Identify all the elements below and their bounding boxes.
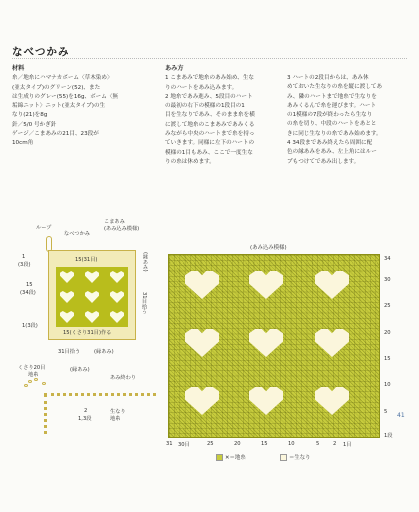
method-line: 3 ハートの2段目からは、あみ休	[287, 75, 369, 81]
col-label: 25	[207, 441, 214, 447]
edge-fuchi-label: (縁あみ)	[70, 367, 90, 373]
materials-column	[12, 64, 160, 149]
legend-swatch-kinari	[280, 454, 287, 461]
height-rows: (34段)	[20, 290, 36, 296]
edge-column	[44, 394, 50, 434]
method-line: きに同じ生なりの糸であみ始めます。	[287, 130, 382, 137]
chain-stitch	[42, 382, 46, 385]
edge-end-label: あみ終わり	[110, 375, 136, 381]
row-label: 15	[384, 356, 391, 362]
row-label: 34	[384, 256, 391, 262]
edge-chiito-label: 地糸	[110, 416, 121, 422]
method-line: の最初の右下の模様の1段目の1	[165, 103, 245, 110]
size-diagram	[8, 212, 158, 372]
koma-label: こまあみ	[104, 219, 125, 225]
row-label: 20	[384, 330, 391, 336]
method-line: み、隣のハートまで地糸で生なりを	[287, 93, 377, 100]
chart-title: (あみ込み模様)	[250, 245, 287, 251]
method-line: に渡して地糸のこまあみであみくる	[165, 121, 255, 128]
method-line: 2 地糸であみ進み、5段目のハート	[165, 93, 253, 100]
heart-shape	[110, 271, 124, 283]
method-line: めておいた生なりの糸を縦に渡してあ	[287, 84, 383, 91]
bottom-pick-label: 31目拾う	[58, 349, 81, 355]
komikomi-label: (あみ込み模様)	[104, 226, 140, 232]
chain20-label: くさり20目	[18, 365, 46, 371]
col-label: 10	[288, 441, 295, 447]
heart-shape	[110, 311, 124, 323]
page-number: 41	[397, 412, 405, 419]
potholder-label: なべつかみ	[64, 231, 90, 237]
edge-row-1-3: 1,3段	[78, 416, 92, 422]
loop-label: ループ	[36, 225, 52, 231]
materials-line: ゲージ／こまあみの21目、23段が	[12, 131, 99, 138]
chain-stitch	[24, 384, 28, 387]
heart-shape	[85, 271, 99, 283]
chain-stitch	[28, 380, 32, 383]
heart-shape	[60, 291, 74, 303]
edge-kinari-label: 生なり	[110, 409, 126, 415]
method-column-1	[165, 64, 280, 167]
materials-line: は生成りのグレー(55)を16g、ボーム〈無	[12, 93, 119, 100]
fuchi-label: (縁あみ)	[142, 252, 148, 272]
right-pick-label: 31目拾う	[141, 292, 147, 315]
method-line: プもつけてであみ出します。	[287, 158, 360, 165]
heart-shape	[85, 311, 99, 323]
col-label: 15	[261, 441, 268, 447]
method-line: 模様の1目もあみ、ここで一度生な	[165, 149, 253, 156]
side-1-rows: (3段)	[18, 262, 31, 268]
legend-chito	[216, 453, 246, 461]
pattern-area	[56, 267, 128, 327]
bottom-fuchi-label: (縁あみ)	[94, 349, 114, 355]
legend-kinari-label: ＝生なり	[289, 455, 311, 461]
method-line: あみくるんで糸を運びます。ハート	[287, 102, 377, 109]
heart-shape	[60, 271, 74, 283]
row-label: 5	[384, 409, 388, 415]
method-line: 目を生なりであみ、そのまま糸を横	[165, 112, 255, 119]
method-line: の1模様の7段が終わったら生なり	[287, 112, 373, 119]
materials-line: 糸／地糸にハマナカボーム〈草木染め〉	[12, 75, 113, 82]
row-label: 1段	[384, 433, 393, 439]
row-label: 10	[384, 382, 391, 388]
col-label: 30目	[178, 442, 190, 448]
method-heading: あみ方	[165, 65, 184, 72]
potholder-shape	[48, 250, 136, 340]
legend-swatch-chito	[216, 454, 223, 461]
chain-stitch	[34, 378, 38, 381]
method-line: の糸を切り、中段のハートをあとと	[287, 121, 377, 128]
bottom-1: 1(3段)	[22, 323, 38, 329]
method-line: 1 こまあみで地糸のあみ始め、生な	[165, 75, 255, 82]
col-label: 2	[333, 441, 337, 447]
materials-line: 10cm角	[12, 140, 34, 147]
method-line: りのハートをあみ込みます。	[165, 84, 238, 91]
row-label: 25	[384, 303, 391, 309]
materials-line: 垢綿ニット〉ニット(並太タイプ)の生	[12, 103, 106, 110]
col-label: 31	[166, 441, 173, 447]
col-label: 5	[316, 441, 320, 447]
method-line: 色の縁あみをあみ、左上角にはルー	[287, 149, 377, 156]
legend-kinari	[280, 453, 311, 461]
edge-chito-label: 地糸	[28, 372, 39, 378]
materials-heading: 材料	[12, 65, 25, 72]
width-label: 15(31目)	[75, 257, 98, 263]
title-divider	[12, 58, 407, 59]
method-line: りの糸は休めます。	[165, 158, 215, 165]
row-label: 30	[384, 277, 391, 283]
heart-shape	[110, 291, 124, 303]
materials-line: 針／5/0 号かぎ針	[12, 121, 57, 128]
legend-chito-label: ＝地糸	[229, 455, 246, 461]
height-label: 15	[26, 282, 33, 288]
materials-line: なり(21)を8g	[12, 112, 48, 119]
heart-shape	[60, 311, 74, 323]
col-label: 1目	[343, 442, 352, 448]
knitting-chart	[168, 254, 380, 438]
col-label: 20	[234, 441, 241, 447]
heart-shape	[85, 291, 99, 303]
method-line: ていきます。同様に左下のハートの	[165, 140, 255, 147]
edge-row	[44, 386, 156, 396]
method-line: 4 34段まであみ終えたら周囲に配	[287, 140, 373, 147]
materials-line: (並太タイプ)のグリーン(52)、また	[12, 84, 101, 91]
legend-x-icon: ✕	[225, 455, 230, 461]
page-title: なべつかみ	[12, 46, 70, 58]
edging-diagram	[14, 365, 164, 440]
edge-row-2: 2	[84, 408, 88, 414]
method-line: みながら中央のハートまで糸を持っ	[165, 131, 255, 138]
method-column-2	[287, 74, 409, 167]
side-1: 1	[22, 254, 26, 260]
chain-label: 15(くさり31目)作る	[63, 330, 112, 336]
